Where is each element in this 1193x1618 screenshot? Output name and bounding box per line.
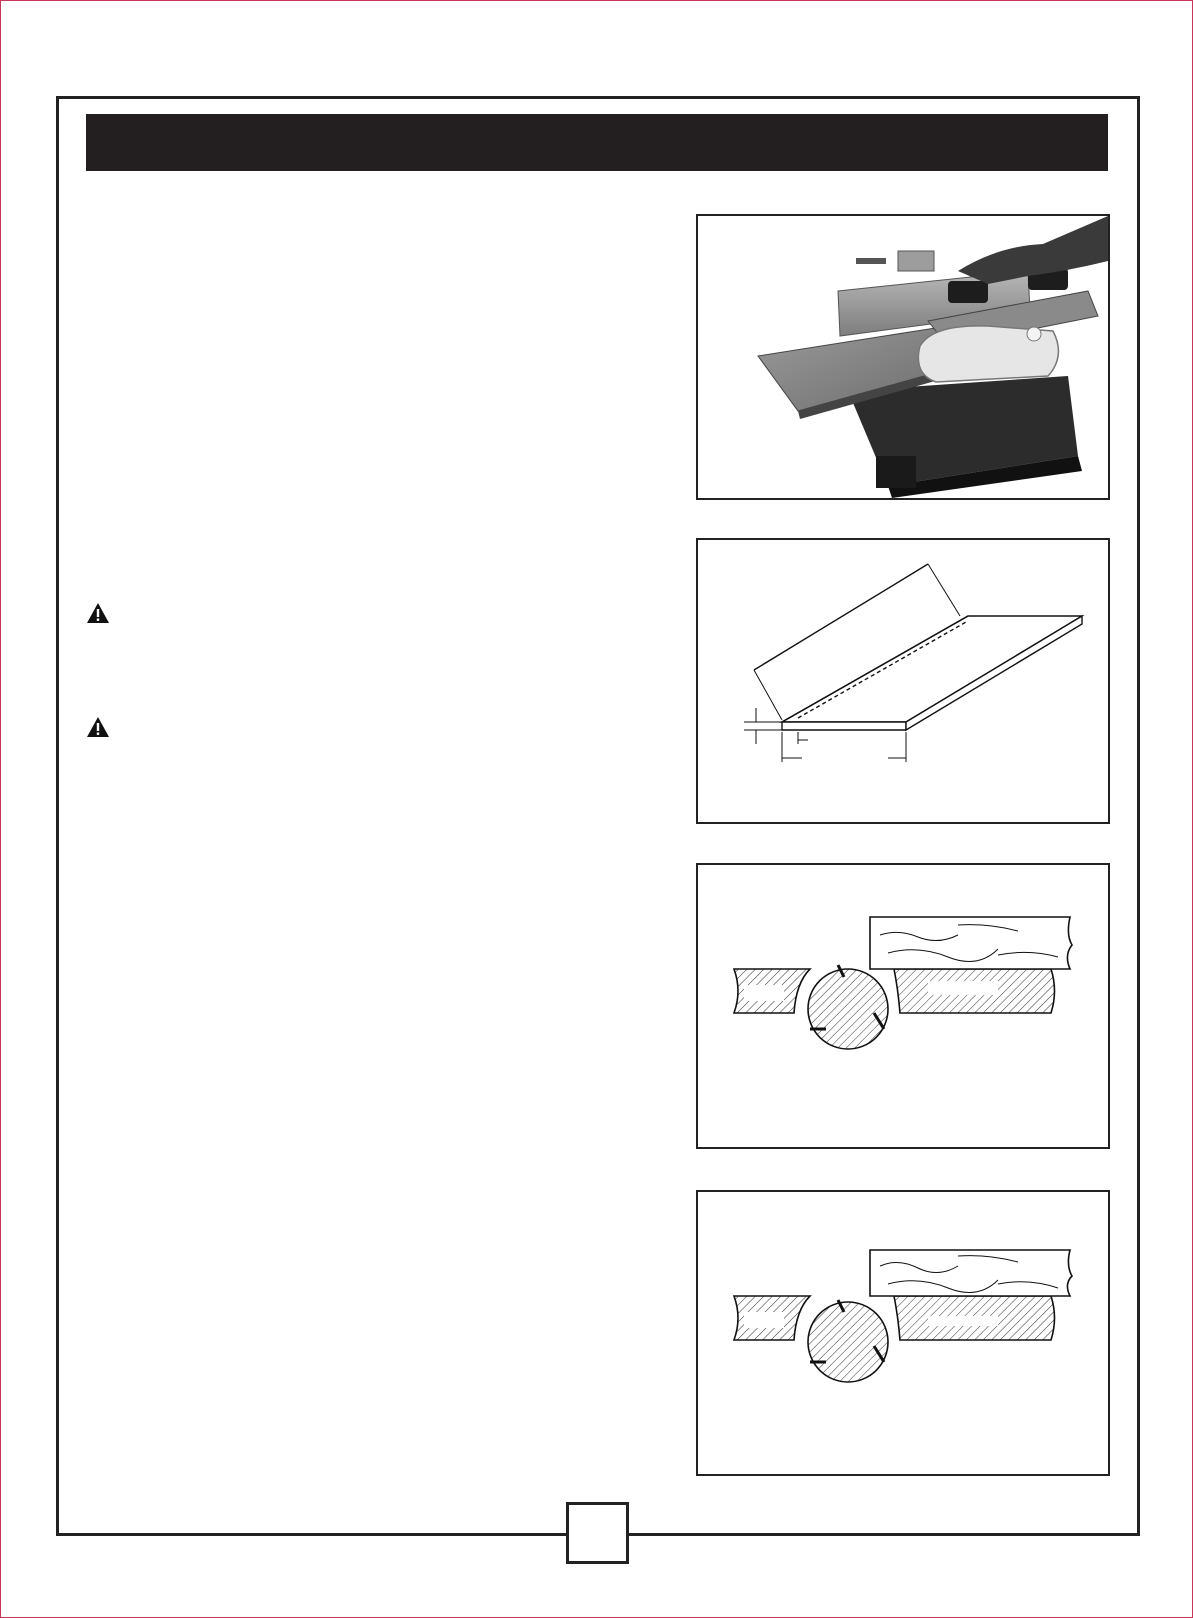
warning-triangle-icon [86, 602, 110, 624]
cutterhead-diagram-figure-1 [696, 863, 1110, 1149]
section-header-bar [86, 114, 1108, 171]
warning-triangle-icon [86, 716, 110, 738]
cutterhead-diagram-figure-2 [696, 1190, 1110, 1476]
jointer-photo-figure [696, 214, 1110, 500]
page-number-box [566, 1502, 629, 1564]
board-diagram-figure [696, 538, 1110, 824]
section-title [86, 130, 100, 155]
